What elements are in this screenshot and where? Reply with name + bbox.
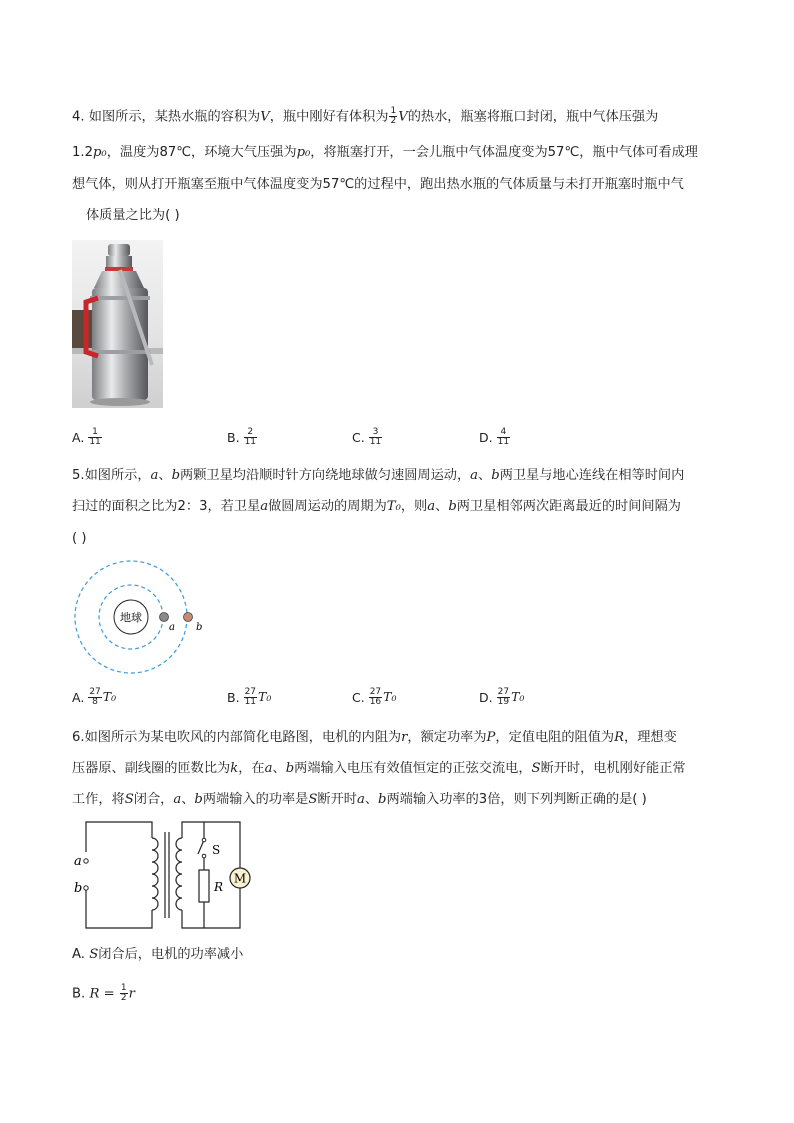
q6-line-1: 6.如图所示为某电吹风的内部简化电路图，电机的内阻为r，额定功率为P，定值电阻的阻值为R，理想变	[72, 730, 677, 745]
q4-number: 4.	[72, 109, 85, 125]
q4-line-2: 1.2p₀，温度为87℃，环境大气压强为p₀，将瓶塞打开，一会儿瓶中气体温度变为57℃，瓶中气体可看成理	[72, 145, 698, 160]
terminal-a	[84, 859, 88, 863]
circuit-diagram	[72, 818, 262, 934]
secondary-wire-bottom	[182, 888, 240, 928]
q6-number: 6.	[72, 730, 85, 745]
satellite-a-label: a	[169, 622, 175, 633]
resistor-label: R	[214, 880, 224, 894]
resistor-R	[199, 870, 209, 902]
q4-option-a[interactable]: A. $\frac{1}{11}$	[72, 427, 101, 447]
primary-wire-bottom	[86, 886, 152, 928]
switch-label: S	[212, 843, 221, 857]
thermos-bottle-image	[72, 240, 163, 408]
thermos-bottle-photo	[72, 240, 163, 408]
primary-wire-top	[86, 822, 152, 852]
q4-line-3: 想气体，则从打开瓶塞至瓶中气体温度变为57℃的过程中，跑出热水瓶的气体质量与未打开瓶塞时瓶中气	[72, 177, 684, 192]
q6-line-3: 工作，将S闭合，a、b两端输入的功率是S断开时a、b两端输入功率的3倍，则下列判断正确的是( )	[72, 792, 647, 807]
q5-option-c[interactable]: C. $\frac{27}{16}$ T₀	[352, 687, 397, 707]
q6-line-2: 压器原、副线圈的匝数比为k，在a、b两端输入电压有效值恒定的正弦交流电，S断开时，电机刚好能正常	[72, 761, 686, 776]
q5-line-1: 5.如图所示，a、b两颗卫星均沿顺时针方向绕地球做匀速圆周运动，a、b两卫星与地心连线在相等时间内	[72, 468, 685, 483]
secondary-wire-top	[182, 822, 240, 868]
satellite-b-label: b	[196, 622, 203, 633]
fraction-half: $\frac{1}{2}$	[390, 106, 397, 126]
q4-option-d[interactable]: D. $\frac{4}{11}$	[479, 427, 510, 447]
terminal-a-label: a	[74, 854, 82, 869]
q4-option-c[interactable]: C. $\frac{3}{11}$	[352, 427, 382, 447]
q5-number: 5.	[72, 468, 85, 483]
q6-option-b[interactable]: B. R = $\frac{1}{2}$ r	[72, 983, 135, 1003]
q4-option-b[interactable]: B. $\frac{2}{11}$	[227, 427, 257, 447]
orbit-diagram	[72, 555, 222, 680]
q5-line-3: ( )	[72, 531, 87, 546]
satellite-a	[160, 613, 169, 622]
satellite-b	[184, 613, 193, 622]
terminal-b-label: b	[74, 881, 83, 896]
q4-line-1: 4. 如图所示，某热水瓶的容积为V，瓶中刚好有体积为 $\frac{1}{2}$ V的热水，瓶塞将瓶口封闭，瓶中气体压强为	[72, 106, 659, 126]
q5-option-b[interactable]: B. $\frac{27}{11}$ T₀	[227, 687, 272, 707]
q5-option-a[interactable]: A. $\frac{27}{8}$ T₀	[72, 687, 117, 707]
terminal-b	[84, 886, 88, 890]
q5-line-2: 扫过的面积之比为2：3，若卫星a做圆周运动的周期为T₀，则a、b两卫星相邻两次距离最近的时间间隔为	[72, 499, 681, 514]
q6-option-a[interactable]: A. S闭合后，电机的功率减小	[72, 947, 244, 962]
secondary-coil	[176, 838, 182, 910]
primary-coil	[152, 838, 158, 910]
q5-option-d[interactable]: D. $\frac{27}{19}$ T₀	[479, 687, 525, 707]
motor-label: M	[233, 871, 247, 886]
earth-label: 地球	[120, 611, 142, 624]
q4-line-4: 体质量之比为( )	[86, 208, 180, 223]
